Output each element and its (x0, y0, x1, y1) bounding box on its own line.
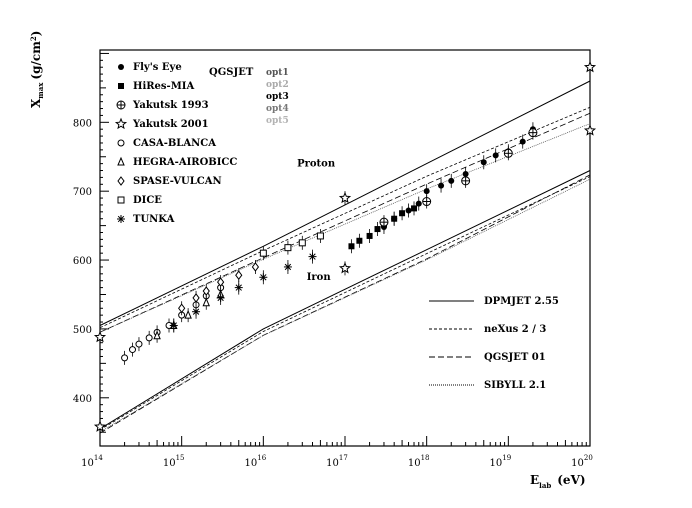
model-legend-label: DPMJET 2.55 (484, 296, 559, 307)
legend-entry-label: Fly's Eye (133, 62, 182, 73)
y-tick-label: 600 (72, 256, 92, 268)
x-axis-label-sub: lab (539, 481, 552, 490)
data-point (348, 243, 354, 249)
legend-entry-label: SPASE-VULCAN (133, 176, 222, 187)
legend-entry-label: Yakutsk 1993 (133, 100, 209, 111)
qgsjet-option-label: opt3 (266, 92, 289, 102)
qgsjet-options-title: QGSJET (209, 67, 254, 78)
data-point (235, 284, 243, 292)
y-tick-label: 700 (72, 187, 92, 199)
data-point (117, 101, 125, 109)
y-tick-label: 800 (72, 118, 92, 130)
qgsjet-options-legend (266, 68, 289, 126)
y-axis-label-sub: max (36, 82, 45, 99)
data-point (118, 140, 124, 146)
x-axis-label-main: E (530, 473, 540, 487)
y-axis-label-unit-close: ) (29, 30, 43, 37)
y-axis-label-main: X (29, 98, 43, 108)
x-tick-label: $10^{18}$ (407, 454, 430, 469)
qgsjet-option-label: opt5 (266, 116, 289, 126)
model-legend-label: SIBYLL 2.1 (484, 380, 547, 391)
x-tick-label: $10^{17}$ (326, 454, 348, 469)
y-tick-label: 500 (72, 324, 92, 336)
data-point (481, 159, 487, 165)
x-tick-label: $10^{15}$ (162, 454, 185, 469)
qgsjet-option-label: opt1 (266, 68, 289, 78)
legend-entry-label: CASA-BLANCA (133, 138, 216, 149)
data-point (406, 207, 412, 213)
data-point (424, 188, 430, 194)
data-point (399, 210, 405, 216)
data-point (448, 178, 454, 184)
x-tick-label: $10^{19}$ (489, 454, 512, 469)
data-point (170, 321, 178, 329)
legend-entry-label: HEGRA-AIROBICC (133, 157, 238, 168)
model-legend-label: QGSJET 01 (484, 352, 546, 363)
data-point (129, 347, 135, 353)
data-point (217, 294, 225, 302)
x-tick-label: $10^{16}$ (244, 454, 267, 469)
data-point (284, 263, 292, 271)
data-point (493, 152, 499, 158)
data-point (136, 341, 142, 347)
data-point (529, 129, 537, 137)
x-tick-label: $10^{20}$ (571, 454, 593, 469)
x-axis-label-unit: (eV) (557, 473, 586, 487)
data-point (423, 198, 431, 206)
data-point (117, 215, 125, 223)
data-point (118, 197, 124, 203)
data-point (367, 233, 373, 239)
data-point (118, 83, 124, 89)
data-point (299, 240, 305, 246)
legend-entry-label: DICE (133, 195, 162, 206)
data-point (391, 216, 397, 222)
data-point (438, 183, 444, 189)
data-point (317, 233, 323, 239)
data-point (520, 139, 526, 145)
y-axis-label-unit: (g/cm (29, 41, 43, 80)
x-tick-label: $10^{14}$ (81, 454, 103, 469)
data-point (356, 238, 362, 244)
data-point (122, 355, 128, 361)
data-point (462, 177, 470, 185)
data-point (309, 253, 317, 261)
data-point (260, 250, 266, 256)
model-legend-label: neXus 2 / 3 (484, 324, 547, 335)
annotation-label: Proton (297, 158, 336, 170)
legend-entry-label: TUNKA (133, 214, 175, 225)
qgsjet-option-label: opt4 (266, 104, 289, 114)
data-point (192, 308, 200, 316)
qgsjet-option-label: opt2 (266, 80, 289, 90)
y-tick-label: 400 (72, 393, 92, 405)
data-point (411, 205, 417, 211)
legend-entry-label: HiRes-MIA (133, 81, 195, 92)
data-point (146, 335, 152, 341)
data-point (374, 226, 380, 232)
data-point (259, 273, 267, 281)
y-axis-label-unit-sup: 2 (29, 36, 38, 42)
annotation-label: Iron (306, 271, 331, 283)
data-point (504, 149, 512, 157)
data-point (380, 218, 388, 226)
data-point (118, 64, 124, 70)
data-point (285, 245, 291, 251)
legend-entry-label: Yakutsk 2001 (133, 119, 209, 130)
